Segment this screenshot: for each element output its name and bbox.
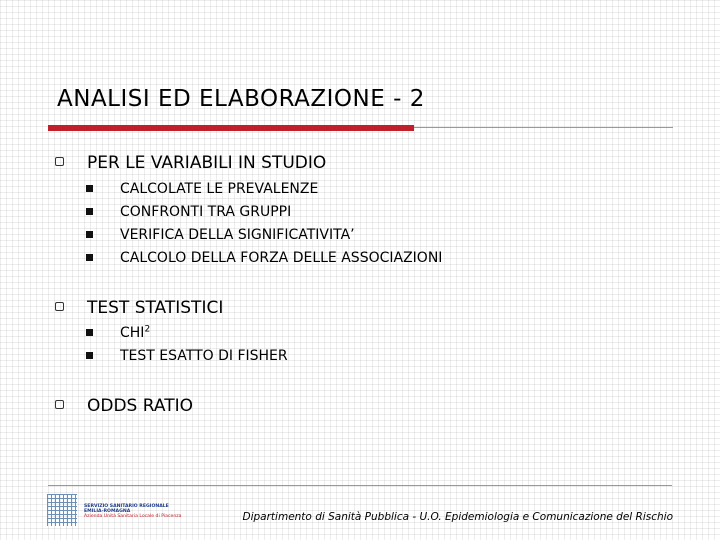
list-item-text: VERIFICA DELLA SIGNIFICATIVITA’: [120, 227, 355, 243]
filled-square-bullet-icon: [86, 254, 93, 261]
list-item-text: [120, 325, 150, 341]
title-underline-accent: [48, 125, 414, 131]
logo-line: EMILIA-ROMAGNA: [84, 509, 131, 515]
footer-rule: [48, 485, 672, 486]
footer-department: Dipartimento di Sanità Pubblica - U.O. Epidemiologia e Comunicazione del Rischio: [242, 511, 673, 523]
hollow-square-bullet-icon: [55, 302, 64, 311]
logo-line: Azienda Unità Sanitaria Locale di Piacenza: [84, 514, 182, 520]
chi-superscript: 2: [144, 324, 151, 335]
organization-logo: [47, 494, 197, 528]
title-underline-rule: [414, 127, 673, 128]
hollow-square-bullet-icon: [55, 400, 64, 409]
list-item-text: TEST ESATTO DI FISHER: [120, 348, 288, 364]
section-label: TEST STATISTICI: [87, 298, 224, 318]
filled-square-bullet-icon: [86, 231, 93, 238]
logo-grid-icon: [47, 494, 77, 526]
list-item-text: CALCOLATE LE PREVALENZE: [120, 181, 319, 197]
chi-text: CHI: [120, 325, 145, 341]
section-label: PER LE VARIABILI IN STUDIO: [87, 153, 327, 173]
slide-title: ANALISI ED ELABORAZIONE - 2: [57, 86, 425, 112]
filled-square-bullet-icon: [86, 352, 93, 359]
list-item-text: CONFRONTI TRA GRUPPI: [120, 204, 292, 220]
filled-square-bullet-icon: [86, 185, 93, 192]
logo-text: [84, 504, 181, 520]
logo-line: SERVIZIO SANITARIO REGIONALE: [84, 504, 169, 509]
list-item-text: CALCOLO DELLA FORZA DELLE ASSOCIAZIONI: [120, 250, 443, 266]
filled-square-bullet-icon: [86, 208, 93, 215]
filled-square-bullet-icon: [86, 329, 93, 336]
section-label: ODDS RATIO: [87, 396, 193, 416]
hollow-square-bullet-icon: [55, 157, 64, 166]
